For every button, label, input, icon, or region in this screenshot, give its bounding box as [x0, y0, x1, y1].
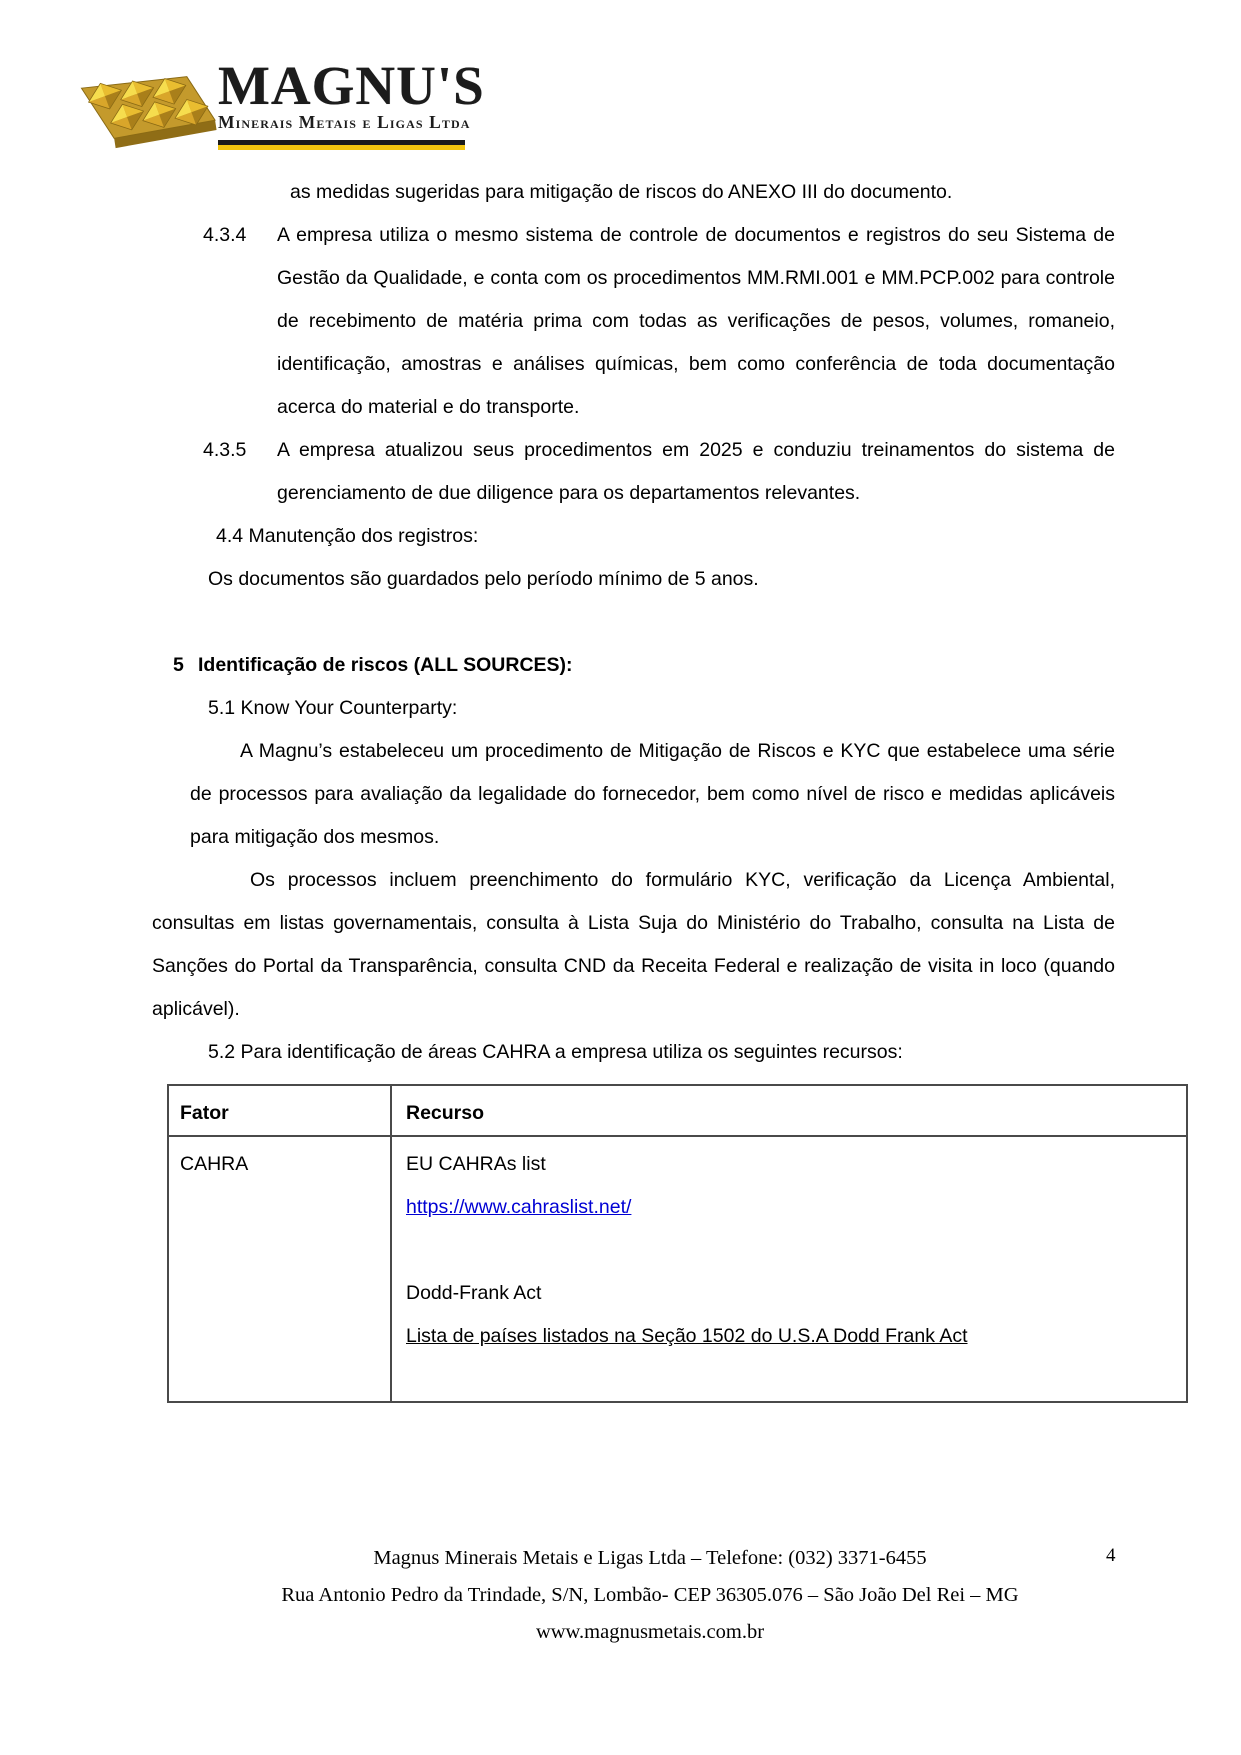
table-header-recurso: Recurso — [391, 1085, 1187, 1136]
paragraph-retention: Os documentos são guardados pelo período mínimo de 5 anos. — [208, 568, 759, 590]
paragraph-kyc-1: A Magnu’s estabeleceu um procedimento de Mitigação de Riscos e KYC que estabelece uma série de processos para avaliação da legalidade do fornecedor, bem como nível de risco e medidas aplicáveis para mitigação dos mesmos. — [190, 740, 1115, 848]
list-item-5-1: 5.1 Know Your Counterparty: — [208, 697, 458, 719]
section-number: 5 — [173, 654, 184, 676]
resource-label: Dodd-Frank Act — [406, 1282, 542, 1304]
company-logo — [0, 0, 520, 180]
item-text: A empresa atualizou seus procedimentos em 2025 e conduziu treinamentos do sistema de gerenciamento de due diligence para os departamentos relevantes. — [277, 439, 1115, 504]
list-item-5-2: 5.2 Para identificação de áreas CAHRA a empresa utiliza os seguintes recursos: — [208, 1041, 903, 1063]
item-number: 4.3.4 — [203, 224, 247, 246]
page-number: 4 — [1106, 1545, 1116, 1566]
table-header-fator: Fator — [168, 1085, 391, 1136]
brand-subtitle: Minerais Metais e Ligas Ltda — [218, 112, 471, 132]
section-title: Identificação de riscos (ALL SOURCES): — [198, 654, 573, 676]
section-5-heading — [173, 644, 1115, 687]
cahra-resources-table — [167, 1084, 1188, 1403]
list-item-4-4: 4.4 Manutenção dos registros: — [216, 525, 479, 547]
table-header-row — [168, 1085, 1187, 1136]
dodd-frank-list-link[interactable]: Lista de países listados na Seção 1502 do U.S.A Dodd Frank Act — [406, 1325, 968, 1347]
cahras-list-link[interactable]: https://www.cahraslist.net/ — [406, 1196, 632, 1218]
list-item-4-3-5 — [150, 429, 1115, 515]
list-item-4-3-4 — [150, 214, 1115, 429]
brand-name: MAGNU'S — [218, 55, 485, 116]
brand-underline-gold — [218, 145, 465, 150]
resource-cell — [391, 1136, 1187, 1402]
footer-address: Rua Antonio Pedro da Trindade, S/N, Lombão- CEP 36305.076 – São João Del Rei – MG — [281, 1584, 1019, 1606]
paragraph-kyc-2: Os processos incluem preenchimento do formulário KYC, verificação da Licença Ambiental, consultas em listas governamentais, consulta à Lista Suja do Ministério do Trabalho, consulta na Lista de Sanções do Portal da Transparência, consulta CND da Receita Federal e realização de visita in loco (quando aplicável). — [152, 869, 1115, 1020]
page-footer — [180, 1540, 1120, 1651]
item-number: 4.3.5 — [203, 439, 247, 461]
factor-cell: CAHRA — [168, 1136, 391, 1402]
paragraph-continuation: as medidas sugeridas para mitigação de riscos do ANEXO III do documento. — [290, 181, 953, 203]
gold-ingots-icon — [84, 42, 220, 172]
footer-company-phone: Magnus Minerais Metais e Ligas Ltda – Telefone: (032) 3371-6455 — [373, 1547, 927, 1569]
item-text: A empresa utiliza o mesmo sistema de controle de documentos e registros do seu Sistema de Gestão da Qualidade, e conta com os procedimentos MM.RMI.001 e MM.PCP.002 para controle de recebimento de matéria prima com todas as verificações de pesos, volumes, romaneio, identificação, amostras e análises químicas, bem como conferência de toda documentação acerca do material e do transporte. — [277, 224, 1115, 418]
footer-website: www.magnusmetais.com.br — [535, 1621, 765, 1643]
resource-label: EU CAHRAs list — [406, 1153, 546, 1175]
table-row — [168, 1136, 1187, 1402]
document-body — [150, 171, 1115, 1403]
